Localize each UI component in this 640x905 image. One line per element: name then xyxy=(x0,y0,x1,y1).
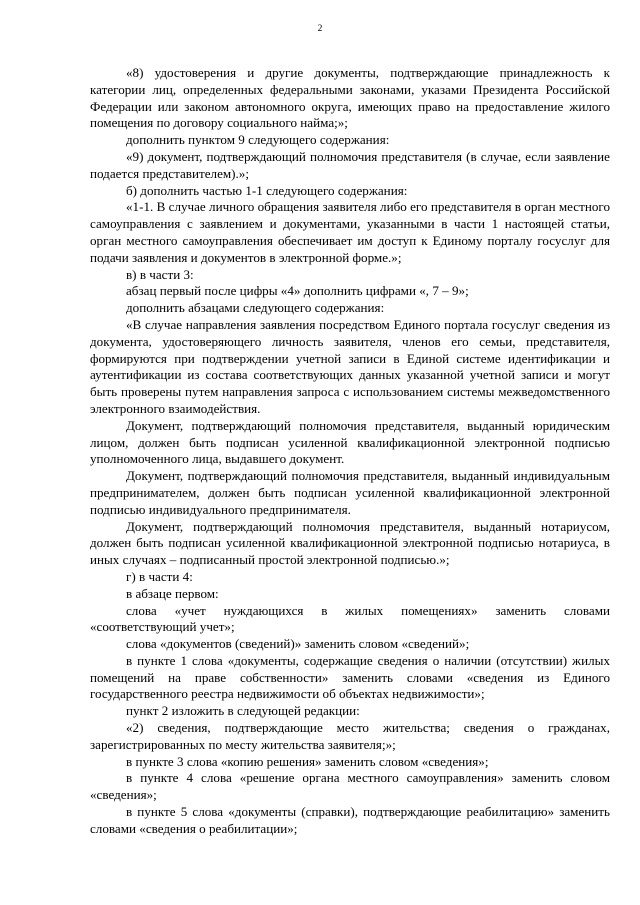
paragraph: «9) документ, подтверждающий полномочия представителя (в случае, если заявление подается представителем).»; xyxy=(90,148,610,181)
paragraph: Документ, подтверждающий полномочия представителя, выданный юридическим лицом, должен быть подписан усиленной квалификационной электронной подписью уполномоченного лица, выдавшего документ. xyxy=(90,417,610,467)
paragraph: в пункте 3 слова «копию решения» заменить словом «сведения»; xyxy=(126,753,489,769)
paragraph: в пункте 5 слова «документы (справки), подтверждающие реабилитацию» заменить словами «сведения о реабилитации»; xyxy=(90,804,610,836)
paragraph: пункт 2 изложить в следующей редакции: xyxy=(126,703,360,719)
paragraph: абзац первый после цифры «4» дополнить цифрами «, 7 – 9»; xyxy=(126,283,469,299)
paragraph: в пункте 4 слова «решение органа местного самоуправления» заменить словом «сведения»; xyxy=(90,770,610,803)
paragraph: «В случае направления заявления посредством Единого портала госуслуг сведения из документа, удостоверяющего личность заявителя, членов его семьи, представителя, формируются при подтверждении учетной записи в Единой системе идентификации и аутентификации из состава соответствующих данных указанной учетной записи и могут быть проверены путем направления запроса с использованием системы межведомственного электронного взаимодействия. xyxy=(90,316,610,416)
paragraph: дополнить пунктом 9 следующего содержания: xyxy=(126,132,390,148)
paragraph: «8) удостоверения и другие документы, подтверждающие принадлежность к категории лиц, определенных федеральными законами, указами Президента Российской Федерации или законом автономного округа, имеющих право на предоставление жилого помещения по договору социального найма;»; xyxy=(90,65,610,131)
page-number: 2 xyxy=(317,24,323,34)
paragraph: Документ, подтверждающий полномочия представителя, выданный индивидуальным предпринимателем, должен быть подписан усиленной квалификационной электронной подписью индивидуального предпринимателя. xyxy=(90,468,610,517)
paragraph: Документ, подтверждающий полномочия представителя, выданный нотариусом, должен быть подписан усиленной квалификационной электронной подписью нотариуса, в иных случаях – подписанный простой электронной подписью.»; xyxy=(90,518,610,568)
paragraph: б) дополнить частью 1-1 следующего содержания: xyxy=(126,182,408,198)
paragraph: в абзаце первом: xyxy=(126,585,219,601)
paragraph: «1-1. В случае личного обращения заявителя либо его представителя в орган местного самоуправления с заявлением и документами, указанными в части 1 настоящей статьи, орган местного самоуправления обеспечивает им доступ к Единому порталу госуслуг для подачи заявления и документов в электронной форме.»; xyxy=(90,199,610,265)
paragraph: «2) сведения, подтверждающие место жительства; сведения о гражданах, зарегистрированных по месту жительства заявителя;»; xyxy=(90,720,610,752)
paragraph: слова «учет нуждающихся в жилых помещениях» заменить словами «соответствующий учет»; xyxy=(90,602,610,635)
paragraph: г) в части 4: xyxy=(126,568,193,584)
document-body xyxy=(90,65,610,838)
paragraph: дополнить абзацами следующего содержания: xyxy=(126,300,385,316)
paragraph: в пункте 1 слова «документы, содержащие сведения о наличии (отсутствии) жилых помещений на праве собственности» заменить словами «сведения из Единого государственного реестра недвижимости об объектах недвижимости»; xyxy=(90,652,610,702)
paragraph: слова «документов (сведений)» заменить словом «сведений»; xyxy=(126,636,470,652)
paragraph: в) в части 3: xyxy=(126,266,194,282)
